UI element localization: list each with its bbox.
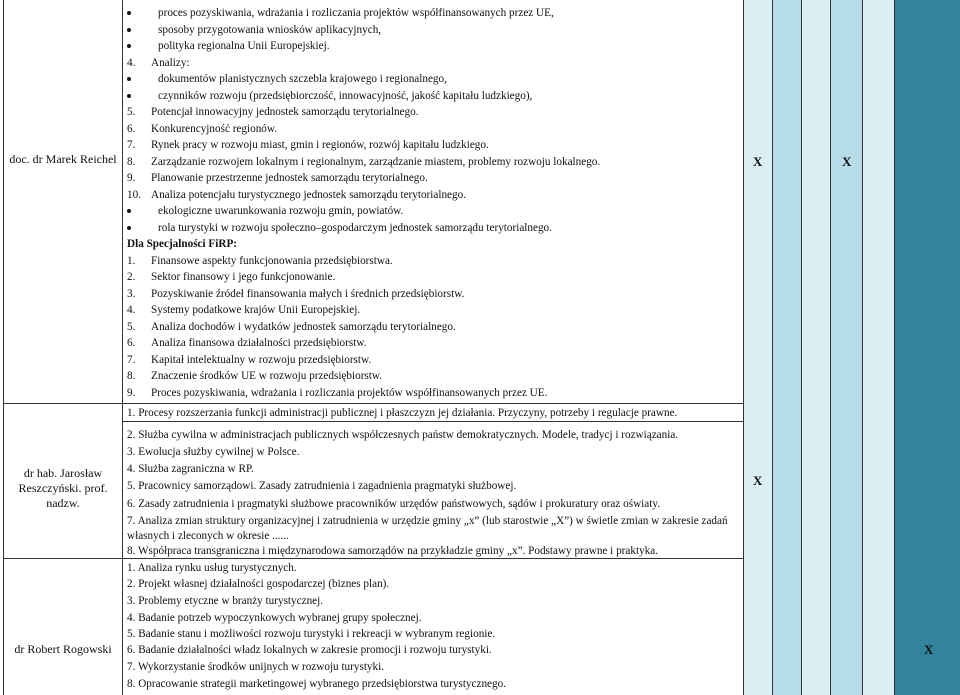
list-item-text: Sektor finansowy i jego funkcjonowanie.: [151, 271, 336, 283]
list-item-text: Analiza potencjału turystycznego jednostek samorządu terytorialnego.: [151, 188, 467, 201]
list-item: 7. Analiza zmian struktury organizacyjnej i zatrudnienia w urzędzie gminy „x” (lub starostwie „X”) w świetle zmian w zakresie zadań: [127, 515, 728, 527]
list-item-numbered: [127, 171, 428, 185]
list-item-text: Planowanie przestrzenne jednostek samorządu terytorialnego.: [151, 172, 428, 184]
list-item: 6. Badanie działalności władz lokalnych w zakresie promocji i rozwoju turystyki.: [127, 644, 492, 656]
item-number: 3.: [127, 287, 136, 300]
item-number: 8.: [127, 370, 136, 382]
list-item-text: Analiza finansowa działalności przedsiębiorstw.: [151, 337, 367, 349]
list-item-text: proces pozyskiwania, wdrażania i rozliczania projektów współfinansowanych przez UE,: [158, 7, 554, 19]
list-item: 2. Służba cywilna w administracjach publicznych współczesnych państw demokratycznych. Modele, tradycj i rozwiązania.: [127, 429, 679, 441]
table-border: [830, 0, 831, 695]
selection-mark: X: [842, 154, 852, 169]
item-number: 4.: [127, 304, 136, 316]
list-item-numbered: [127, 254, 393, 268]
list-item: 1. Analiza rynku usług turystycznych.: [127, 562, 297, 574]
list-item-text: rola turystyki w rozwoju społeczno–gospodarczym jednostek samorządu terytorialnego.: [158, 221, 552, 234]
column-band-4: [831, 0, 863, 695]
list-item-text: ekologiczne uwarunkowania rozwoju gmin, powiatów.: [158, 205, 404, 217]
list-item: 8. Współpraca transgraniczna i międzynarodowa samorządów na przykładzie gminy „x”. Podstawy prawne i praktyka.: [127, 545, 659, 557]
list-item: 2. Projekt własnej działalności gospodarczej (biznes plan).: [127, 578, 390, 590]
table-border: [894, 0, 895, 695]
list-item-text: Analizy:: [151, 56, 190, 69]
table-border: [801, 0, 802, 695]
list-item-text: Znaczenie środków UE w rozwoju przedsiębiorstw.: [151, 370, 383, 382]
supervisor-name: dr Robert Rogowski: [14, 642, 112, 656]
list-item: 3. Ewolucja służby cywilnej w Polsce.: [127, 446, 300, 458]
list-item-text: Systemy podatkowe krajów Unii Europejskiej.: [151, 304, 361, 316]
list-item-text: dokumentów planistycznych szczebla krajowego i regionalnego,: [158, 73, 447, 85]
section-heading: Dla Specjalności FiRP:: [127, 238, 238, 250]
table-border: [743, 0, 744, 695]
list-item: 5. Badanie stanu i możliwości rozwoju turystyki i rekreacji w wybranym regionie.: [127, 628, 496, 640]
list-item-text: Analiza dochodów i wydatków jednostek samorządu terytorialnego.: [151, 320, 456, 333]
table-border: [862, 0, 863, 695]
column-band-6: [895, 0, 960, 695]
list-item-numbered: [127, 369, 382, 383]
column-band-2: [773, 0, 802, 695]
item-number: 7.: [127, 139, 136, 151]
bullet-icon: [127, 209, 131, 213]
bullet-icon: [127, 28, 131, 32]
list-item: 7. Wykorzystanie środków unijnych w rozwoju turystyki.: [127, 661, 385, 673]
row-divider: [3, 558, 744, 559]
list-item-numbered: [127, 303, 360, 317]
list-item-text: Konkurencyjność regionów.: [151, 122, 278, 135]
item-number: 9.: [127, 386, 136, 399]
table-border: [122, 0, 123, 695]
list-item-numbered: [127, 320, 456, 334]
list-item-text: Rynek pracy w rozwoju miast, gmin i regionów, rozwój kapitału ludzkiego.: [151, 139, 489, 151]
list-item: 5. Pracownicy samorządowi. Zasady zatrudnienia i zagadnienia pragmatyki służbowej.: [127, 480, 517, 492]
item-number: 9.: [127, 172, 136, 184]
item-number: 5.: [127, 106, 136, 118]
list-item: 3. Problemy etyczne w branży turystycznej.: [127, 595, 324, 607]
list-item-text: czynników rozwoju (przedsiębiorczość, innowacyjność, jakość kapitału ludzkiego),: [158, 89, 533, 102]
list-item-text: Kapitał intelektualny w rozwoju przedsiębiorstw.: [151, 353, 372, 366]
list-item: 6. Zasady zatrudnienia i pragmatyki służbowe pracowników urzędów państwowych, sądów i prokuratury oraz oświaty.: [127, 498, 661, 510]
list-item-numbered: [127, 270, 335, 284]
bullet-icon: [127, 77, 131, 81]
item-number: 8.: [127, 155, 136, 168]
list-item-numbered: [127, 155, 600, 169]
list-item: 4. Badanie potrzeb wypoczynkowych wybranej grupy społecznej.: [127, 612, 422, 624]
list-item: 8. Opracowanie strategii marketingowej wybranego przedsiębiorstwa turystycznego.: [127, 678, 507, 690]
supervisor-name: [3, 466, 123, 511]
list-item-text: Finansowe aspekty funkcjonowania przedsiębiorstwa.: [151, 254, 393, 267]
item-number: 2.: [127, 271, 136, 283]
list-item-numbered: [127, 138, 489, 152]
bullet-icon: [127, 11, 131, 15]
list-item-numbered: [127, 353, 371, 367]
list-item-numbered: [127, 386, 547, 400]
list-item: 4. Służba zagraniczna w RP.: [127, 463, 254, 475]
bullet-icon: [127, 94, 131, 98]
list-item-numbered: [127, 56, 190, 70]
bullet-icon: [127, 44, 131, 48]
item-number: 6.: [127, 122, 136, 135]
list-item-numbered: [127, 105, 419, 119]
item-number: 5.: [127, 320, 136, 333]
item-number: 1.: [127, 254, 136, 267]
row-divider: [3, 403, 744, 404]
list-item-numbered: [127, 122, 277, 136]
list-item-text: polityka regionalna Unii Europejskiej.: [158, 40, 330, 52]
table-border: [772, 0, 773, 695]
selection-mark: X: [753, 473, 763, 488]
selection-mark: X: [924, 642, 934, 657]
list-item-numbered: [127, 336, 367, 350]
list-item-numbered: [127, 188, 466, 202]
list-item-text: Proces pozyskiwania, wdrażania i rozliczania projektów współfinansowanych przez UE.: [151, 386, 548, 399]
list-item-text: sposoby przygotowania wniosków aplikacyjnych,: [158, 23, 382, 36]
item-number: 6.: [127, 337, 136, 349]
item-number: 7.: [127, 353, 136, 366]
list-item-text: Pozyskiwanie źródeł finansowania małych i średnich przedsiębiorstw.: [151, 287, 465, 300]
list-item-text: Potencjał innowacyjny jednostek samorządu terytorialnego.: [151, 106, 419, 118]
column-band-3: [802, 0, 831, 695]
item-number: 10.: [127, 188, 141, 201]
selection-mark: X: [753, 154, 763, 169]
column-band-1: [744, 0, 772, 695]
row-divider: [122, 421, 744, 422]
item-number: 4.: [127, 56, 136, 69]
supervisor-name: doc. dr Marek Reichel: [9, 152, 117, 166]
list-item: 1. Procesy rozszerzania funkcji administracji publicznej i płaszczyzn jej działania. Przyczyny, potrzeby i regulacje prawne.: [127, 407, 678, 419]
list-item-numbered: [127, 287, 464, 301]
bullet-icon: [127, 226, 131, 230]
list-item-text: Zarządzanie rozwojem lokalnym i regionalnym, zarządzanie miastem, problemy rozwoju lokalnego.: [151, 155, 601, 168]
supervisor-name-line1: dr hab. Jarosław: [23, 466, 103, 480]
column-band-5: [863, 0, 895, 695]
table-border: [3, 0, 4, 695]
supervisor-name-line2: Reszczyński. prof. nadzw.: [18, 481, 108, 510]
list-item: własnych i zleconych w okresie ......: [127, 530, 289, 542]
